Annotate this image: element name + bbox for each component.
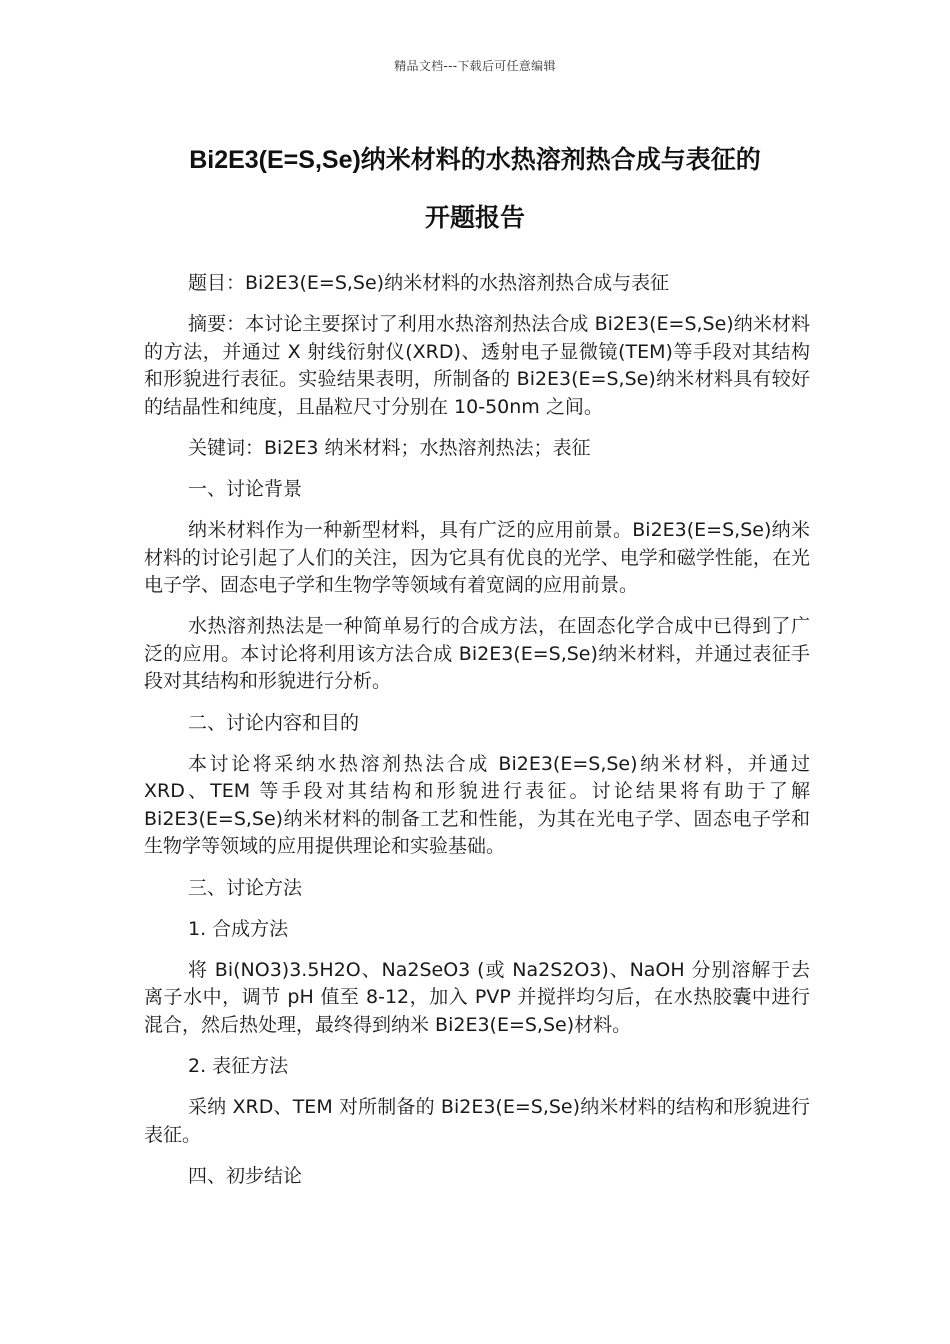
section-heading-background: 一、讨论背景 [188, 478, 303, 501]
characterization-method-paragraph: 采纳 XRD、TEM 对所制备的 Bi2E3(E=S,Se)纳米材料的结构和形貌进行表征。 [144, 1096, 810, 1146]
document-body [144, 270, 810, 1204]
abstract-paragraph: 摘要：本讨论主要探讨了利用水热溶剂热法合成 Bi2E3(E=S,Se)纳米材料的方法，并通过 X 射线衍射仪(XRD)、透射电子显微镜(TEM)等手段对其结构和形貌进行表征。实验结果表明，所制备的 Bi2E3(E=S,Se)纳米材料具有较好的结晶性和纯度，且晶粒尺寸分别在 10-50nm 之间。 [144, 313, 810, 418]
content-paragraph: 本讨论将采纳水热溶剂热法合成 Bi2E3(E=S,Se)纳米材料，并通过 XRD、TEM 等手段对其结构和形貌进行表征。讨论结果将有助于了解 Bi2E3(E=S,Se)纳米材料的制备工艺和性能，为其在光电子学、固态电子学和生物学等领域的应用提供理论和实验基础。 [144, 752, 810, 858]
document-title-line-2: 开题报告 [424, 204, 525, 232]
subheading-characterization-method: 2. 表征方法 [188, 1055, 289, 1078]
page-header: 精品文档---下载后可任意编辑 [394, 59, 556, 73]
synthesis-method-paragraph: 将 Bi(NO3)3.5H2O、Na2SeO3 (或 Na2S2O3)、NaOH 分别溶解于去离子水中，调节 pH 值至 8-12，加入 PVP 并搅拌均匀后，在水热胶囊中进行混合，然后热处理，最终得到纳米 Bi2E3(E=S,Se)材料。 [144, 958, 810, 1036]
background-paragraph-2: 水热溶剂热法是一种简单易行的合成方法，在固态化学合成中已得到了广泛的应用。本讨论将利用该方法合成 Bi2E3(E=S,Se)纳米材料，并通过表征手段对其结构和形貌进行分析。 [144, 615, 810, 693]
section-heading-content: 二、讨论内容和目的 [188, 711, 360, 734]
background-paragraph-1: 纳米材料作为一种新型材料，具有广泛的应用前景。Bi2E3(E=S,Se)纳米材料的讨论引起了人们的关注，因为它具有优良的光学、电学和磁学性能，在光电子学、固态电子学和生物学等领域有着宽阔的应用前景。 [144, 519, 810, 597]
document-title [120, 131, 830, 247]
section-heading-method: 三、讨论方法 [188, 876, 303, 899]
topic-paragraph: 题目：Bi2E3(E=S,Se)纳米材料的水热溶剂热合成与表征 [188, 272, 670, 294]
section-heading-conclusion: 四、初步结论 [188, 1164, 303, 1187]
keywords-paragraph: 关键词：Bi2E3 纳米材料；水热溶剂热法；表征 [188, 436, 591, 459]
subheading-synthesis-method: 1. 合成方法 [188, 917, 289, 940]
document-title-line-1: Bi2E3(E=S,Se)纳米材料的水热溶剂热合成与表征的 [189, 146, 761, 174]
